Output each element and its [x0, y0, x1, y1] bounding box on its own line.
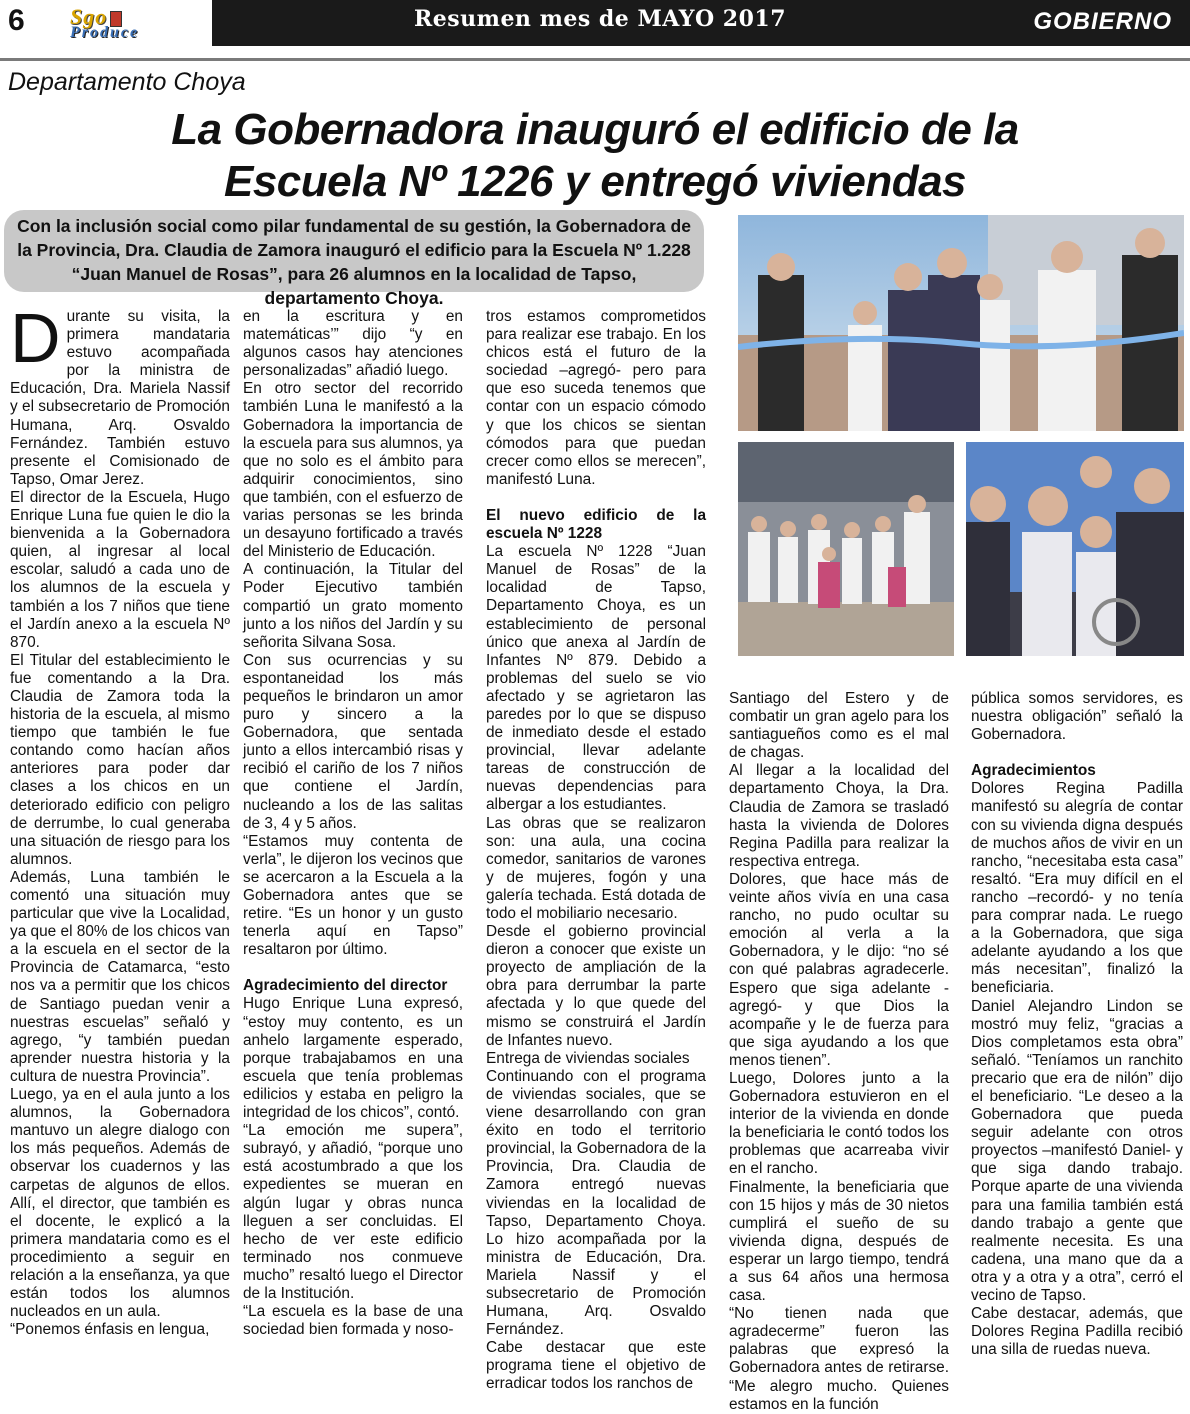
family-photo: [966, 442, 1184, 656]
paragraph: “La emoción me supera”, subrayó, y añadió, “porque uno está acostumbrado a que los expedientes se mueran en algún lugar y obras nunca lleguen a ser concluidas. El hecho de ver este edificio terminado nos conmueve mucho” resaltó luego el Director de la Institución.: [243, 1122, 463, 1302]
paragraph: Daniel Alejandro Lindon se mostró muy feliz, “gracias a Dios completamos esta obra” señaló. “Teníamos un ranchito precario que era de nilón” dijo el beneficiario. “Le deseo a la Gobernadora que pueda seguir adelante con otros proyectos –manifestó Daniel- y que siga dando trabajo. Porque aparte de una vivienda para una familia también está dando trabajo a gente que realmente necesita. Es una cadena, una mano que da a otra y a otra y a otra”, cerró el vecino de Tapso.: [971, 997, 1183, 1304]
article-kicker: Departamento Choya: [8, 68, 246, 96]
paragraph: Cabe destacar, además, que Dolores Regina Padilla recibió una silla de ruedas nueva.: [971, 1305, 1183, 1359]
header-bar: [212, 0, 1190, 46]
paragraph: Luego, Dolores junto a la Gobernadora estuvieron en el interior de la vivienda en donde la beneficiaria le contó todos los problemas que acarreaba vivir en el rancho.: [729, 1069, 949, 1178]
paragraph: Además, Luna también le comentó una situación muy particular que vive la Localidad, ya que el 80% de los chicos van a la escuela en el sector de la Provincia de Catamarca, “esto nos va a permitir que los chicos de Santiago puedan venir a nuestras escuelas” señaló y agrego, “y también puedan aprender nuestra historia y la cultura de nuestra Provincia”.: [10, 868, 230, 1085]
paragraph: “Ponemos énfasis en lengua,: [10, 1321, 210, 1339]
paragraph: La escuela Nº 1228 “Juan Manuel de Rosas” de la localidad de Tapso, Departamento Choya, es un establecimiento de personal único que anexa al Jardín de Infantes Nº 879. Debido a problemas del suelo se vio afectado y se agrietaron las paredes por lo que se dispuso de inmediato desde el estado provincial, llevar adelante tareas de construcción de nuevas dependencias para albergar a los estudiantes.: [486, 543, 706, 814]
column-1: [10, 299, 230, 1339]
subheading-thanks: Agradecimientos: [971, 762, 1096, 780]
paragraph: Santiago del Estero y de combatir un gran agelo para los santiagueños como es el mal de chagas.: [729, 690, 949, 762]
subheading-new-building: El nuevo edificio de la escuela Nº 1228: [486, 506, 706, 543]
paragraph: El Titular del establecimiento le fue comentando a la Dra. Claudia de Zamora toda la historia de la escuela, al mismo tiempo que también le fue contando como hacían años anteriores para poder dar clases a los chicos en un deteriorado edificio con peligro de derrumbe, lo cual generaba una situación de riesgo para los alumnos.: [10, 651, 230, 868]
paragraph: Continuando con el programa de viviendas sociales, que se viene desarrollando con gran éxito en todo el territorio provincial, la Gobernadora de la Provincia, Dra. Claudia de Zamora entregó nuevas viviendas en la localidad de Tapso, Departamento Choya. Lo hizo acompañada por la ministra de Educación, Dra. Mariela Nassif y el subsecretario de Promoción Humana, Arq. Osvaldo Fernández.: [486, 1067, 706, 1339]
page-header: [0, 0, 1190, 46]
paragraph: tros estamos comprometidos para realizar ese trabajo. En los chicos está el futuro de la sociedad –agregó- pero para que eso suceda tenemos que contar con un espacio cómodo y que los chicos se sientan cómodos para que puedan crecer como ellos se merecen”, manifestó Luna.: [486, 308, 706, 488]
headline-line-2: Escuela Nº 1226 y entregó viviendas: [223, 157, 967, 206]
paragraph: Entrega de viviendas sociales: [486, 1049, 690, 1067]
paragraph: Dolores, que hace más de veinte años vivía en una casa rancho, no pudo ocultar su emoción al verla a la Gobernadora, y le dijo: “no sé con qué palabras agradecerle. Espero que siga adelante -agregó- y que Dios la acompañe y le de fuerza para que siga ayudando a los que menos tienen”.: [729, 870, 949, 1069]
paragraph: “No tienen nada que agradecerme” fueron las palabras que expresó la Gobernadora antes de retirarse. “Me alegro mucho. Quienes estamos en la función: [729, 1305, 949, 1413]
logo-bottom-text: Produce: [70, 24, 140, 41]
paragraph: El director de la Escuela, Hugo Enrique Luna fue quien le dio la bienvenida a la Gobernadora quien, al ingresar al local escolar, saludó a cada uno de los alumnos de la escuela y también a los 7 niños que tiene el Jardín anexo a la escuela Nº 870.: [10, 488, 230, 651]
logo-top-text: Sgo: [70, 4, 108, 29]
column-4: [729, 690, 949, 1414]
paragraph: pública somos servidores, es nuestra obligación” señaló la Gobernadora.: [971, 690, 1183, 744]
drop-cap: D: [10, 299, 61, 377]
paragraph: Finalmente, la beneficiaria que con 15 hijos y más de 30 nietos cumplirá el sueño de su vivienda digna, después de esperar un largo tiempo, tendrá a sus 64 años una hermosa casa.: [729, 1178, 949, 1305]
paragraph: en la escritura y en matemáticas’” dijo “y en algunos casos hay atenciones personalizadas” añadió luego.: [243, 308, 463, 380]
paragraph: Al llegar a la localidad del departamento Choya, la Dra. Claudia de Zamora se trasladó hasta la vivienda de Dolores Regina Padilla para realizar la respectiva entrega.: [729, 762, 949, 870]
ribbon-cutting-photo: [738, 215, 1184, 431]
paragraph: Las obras que se realizaron son: una aula, una cocina comedor, sanitarios de varones y de mujeres, fogón y una galería techada. Está dotada de todo el mobiliario necesario.: [486, 814, 706, 922]
issue-title: Resumen mes de MAYO 2017: [414, 6, 787, 32]
paragraph: En otro sector del recorrido también Luna le manifestó a la Gobernadora la importancia de la escuela para sus alumnos, ya que no solo es el ámbito para adquirir conocimientos, sino que también, con el esfuerzo de varias personas se les brinda un desayuno fortificado a través del Ministerio de Educación.: [243, 380, 463, 561]
subheading-director: Agradecimiento del director: [243, 977, 448, 995]
paragraph: Cabe destacar que este programa tiene el objetivo de erradicar todos los ranchos de: [486, 1339, 706, 1393]
lead-text: Con la inclusión social como pilar fundamental de su gestión, la Gobernadora de la Provincia, Dra. Claudia de Zamora inauguró el edificio para la Escuela Nº 1.228 “Juan Manuel de Rosas”, para 26 alumnos en la localidad de Tapso, departamento Choya.: [17, 216, 691, 308]
paragraph: A continuación, la Titular del Poder Ejecutivo también compartió un grato momento junto a los niños del Jardín y su señorita Silvana Sosa.: [243, 561, 463, 651]
paragraph: Hugo Enrique Luna expresó, “estoy muy contento, es un anhelo largamente esperado, porque trabajabamos en una escuela que tenía problemas edilicios y estaba en peligro la integridad de los chicos”, contó.: [243, 995, 463, 1122]
column-2: [243, 308, 463, 1339]
paragraph: “La escuela es la base de una sociedad bien formada y noso-: [243, 1303, 463, 1339]
column-5: [971, 690, 1183, 1359]
paragraph: “Estamos muy contenta de verla”, le dijeron los vecinos que se acercaron a la Escuela a la Gobernadora antes que se retire. “Es un honor y un gusto tenerla aquí en Tapso” resaltaron por último.: [243, 832, 463, 959]
article-headline: [0, 104, 1190, 208]
page-number: 6: [8, 4, 25, 37]
lead-box: [4, 210, 704, 308]
section-name: GOBIERNO: [1033, 8, 1172, 35]
header-divider: [0, 58, 1190, 61]
paragraph: Desde el gobierno provincial dieron a conocer que existe un proyecto de ampliación de la obra para derrumbar la parte afectada y lo que quede del mismo se construirá el Jardín de Infantes nuevo.: [486, 923, 706, 1049]
paragraph: Con sus ocurrencias y su espontaneidad los más pequeños le brindaron un amor puro y sincero a la Gobernadora, que sentada junto a ellos intercambió risas y recibió el cariño de los 7 niños que contiene el Jardín, nucleando a los de las salitas de 3, 4 y 5 años.: [243, 651, 463, 832]
sgo-produce-logo: [64, 4, 206, 42]
paragraph: Luego, ya en el aula junto a los alumnos, la Gobernadora mantuvo un alegre dialogo con los más pequeños. Además de observar los cuadernos y las carpetas de algunos de ellos. Allí, el director, que también es el docente, le explicó a la primera mandataria como es el procedimiento a seguir en relación a la enseñanza, ya que están todos los alumnos nucleados en un aula.: [10, 1086, 230, 1321]
paragraph: Dolores Regina Padilla manifestó su alegría de contar con su vivienda digna después de muchos años de vivir en un rancho, “necesitaba esta casa” resaltó. “Era muy difícil en el rancho –recordó- y no tenía para comprar nada. Le ruego a la Gobernadora, que siga adelante ayudando a los que más necesitan”, finalizó la beneficiaria.: [971, 780, 1183, 997]
headline-line-1: La Gobernadora inauguró el edificio de la: [171, 105, 1019, 154]
column-3: [486, 308, 706, 1394]
paragraph: urante su visita, la primera mandataria estuvo acompañada por la ministra de Educación, Dra. Mariela Nassif y el subsecretario de Promoción Humana, Arq. Osvaldo Fernández. También estuvo presente el Comisionado de Tapso, Omar Jerez.: [10, 308, 230, 488]
school-group-photo: [738, 442, 954, 656]
